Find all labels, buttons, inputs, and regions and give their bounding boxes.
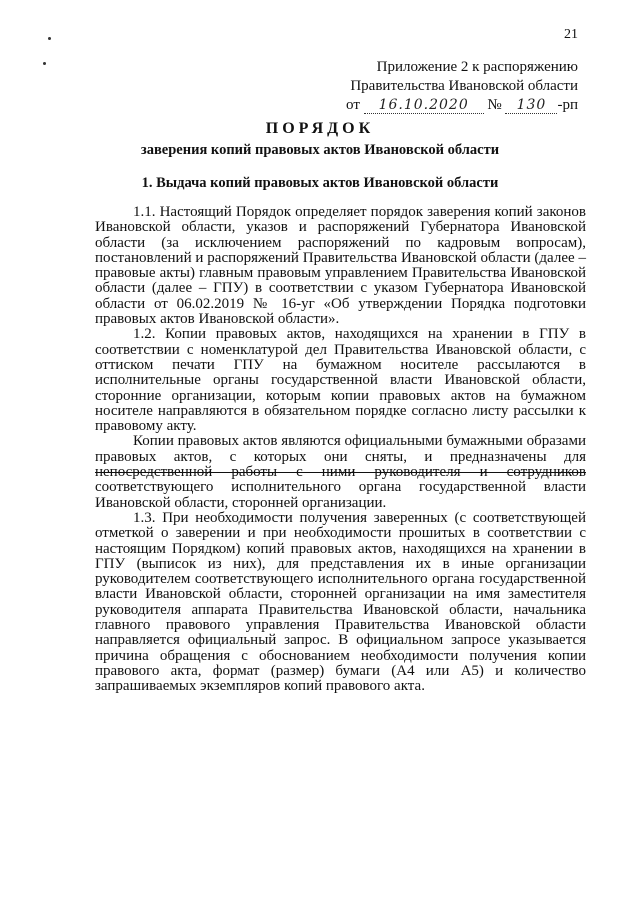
date-prefix: от	[346, 97, 360, 113]
document-title: ПОРЯДОК	[265, 120, 375, 137]
scan-speck	[43, 62, 46, 65]
page-number: 21	[564, 27, 578, 42]
struck-through-text: непосредственной работы с ними руководителя и сотрудников	[95, 464, 586, 481]
paragraph-copies	[95, 434, 586, 510]
handwritten-number: 130	[505, 97, 557, 114]
paragraph-copies-end: соответствующего исполнительного органа государственной власти Ивановской области, сторонней организации.	[95, 479, 586, 511]
document-body	[95, 205, 586, 695]
paragraph-1-1: 1.1. Настоящий Порядок определяет порядок заверения копий законов Ивановской области, указов и распоряжений Губернатора Ивановской области (за исключением распоряжений по кадровым вопросам), постановлений и распоряжений Правительства Ивановской области (далее – правовые акты) главным правовым управлением Правительства Ивановской области (далее – ГПУ) в соответствии с указом Губернатора Ивановской области от 06.02.2019 № 16-уг «Об утверждении Порядка подготовки правовых актов Ивановской области».	[95, 204, 586, 328]
appendix-header	[278, 58, 578, 115]
document-suffix: -рп	[557, 97, 578, 113]
paragraph-copies-start: Копии правовых актов являются официальными бумажными образами правовых актов, с которых они сняты, и предназначены для	[95, 433, 586, 465]
section-heading: 1. Выдача копий правовых актов Ивановской области	[141, 175, 499, 191]
document-subtitle: заверения копий правовых актов Ивановской области	[140, 142, 500, 158]
number-sign: №	[487, 97, 502, 113]
scan-speck	[48, 37, 51, 40]
paragraph-1-2: 1.2. Копии правовых актов, находящихся на хранении в ГПУ в соответствии с номенклатурой дел Правительства Ивановской области, с оттиском печати ГПУ на бумажном носителе рассылаются в исполнительные органы государственной власти Ивановской области, сторонние организации, которым копии правовых актов на бумажном носителе направляются в обязательном порядке согласно листу рассылки к правовому акту.	[95, 326, 586, 435]
appendix-line-2: Правительства Ивановской области	[350, 78, 578, 94]
appendix-date-line	[278, 96, 578, 115]
handwritten-date: 16.10.2020	[364, 97, 484, 114]
paragraph-1-3: 1.3. При необходимости получения заверенных (с соответствующей отметкой о заверении и при необходимости прошитых в соответствии с настоящим Порядком) копий правовых актов, находящихся на хранении в ГПУ (выписок из них), для представления их в иные организации руководителем соответствующего исполнительного органа государственной власти Ивановской области, сторонней организации на имя заместителя руководителя аппарата Правительства Ивановской области, начальника главного правового управления Правительства Ивановской области направляется официальный запрос. В официальном запросе указывается причина обращения с обоснованием необходимости получения копии правового акта, формат (размер) бумаги (А4 или А5) и количество запрашиваемых экземпляров копий правового акта.	[95, 509, 586, 695]
appendix-line-1: Приложение 2 к распоряжению	[376, 59, 578, 75]
